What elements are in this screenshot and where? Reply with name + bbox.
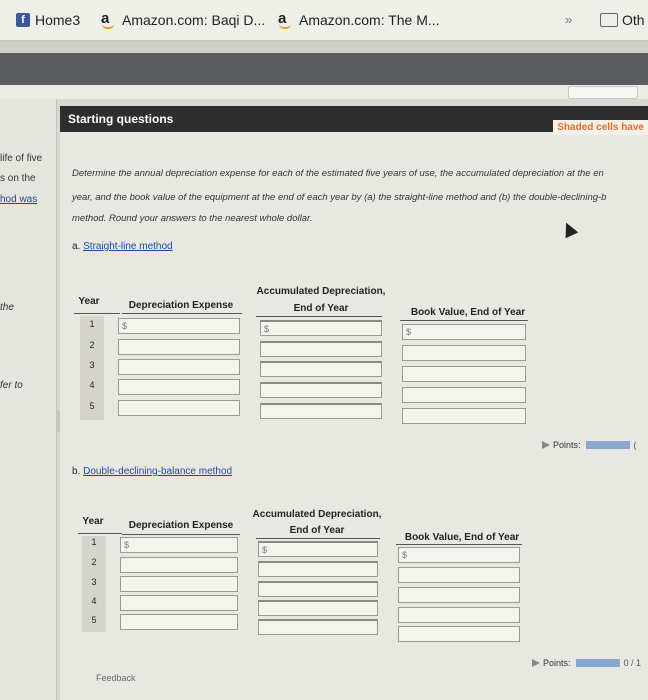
question-link[interactable]: hod was	[0, 194, 38, 205]
col-year: Year	[82, 516, 104, 527]
year-label: 1	[89, 319, 95, 329]
accum-dep-input-y3[interactable]	[260, 361, 382, 377]
book-value-input-y1[interactable]: $	[402, 324, 526, 340]
header-underline	[256, 316, 382, 317]
header-underline	[74, 313, 120, 314]
feedback-label[interactable]: Feedback	[96, 673, 136, 683]
ddb-book-value-input-y2[interactable]	[398, 567, 520, 583]
bookmark-label: Amazon.com: The M...	[299, 12, 440, 28]
header-button[interactable]	[568, 86, 638, 99]
dep-expense-input-y5[interactable]	[118, 400, 240, 416]
instructions-line: Determine the annual depreciation expense for each of the estimated five years of use, the accumulated depreciation at the en	[72, 168, 604, 179]
points-value: (	[633, 440, 637, 450]
year-label: 3	[89, 360, 95, 370]
bookmark-label: Amazon.com: Baqi D...	[122, 12, 266, 28]
col-accumulated-depreciation: Accumulated Depreciation,	[256, 286, 386, 297]
double-declining-method-link[interactable]: Double-declining-balance method	[83, 466, 233, 477]
ddb-dep-expense-input-y3[interactable]	[120, 576, 238, 592]
ddb-dep-expense-input-y1[interactable]: $	[120, 537, 238, 553]
toolbar-strip	[0, 41, 648, 53]
accum-dep-input-y1[interactable]: $	[260, 320, 382, 336]
ddb-accum-dep-input-y3[interactable]	[258, 581, 378, 597]
year-label: 5	[91, 615, 97, 625]
points-value: 0 / 1	[623, 658, 642, 668]
col-depreciation-expense: Depreciation Expense	[128, 300, 234, 311]
ddb-accum-dep-input-y4[interactable]	[258, 600, 378, 616]
header-underline	[400, 320, 528, 321]
other-bookmarks-label: Oth	[622, 12, 645, 28]
dep-expense-input-y4[interactable]	[118, 379, 240, 395]
ddb-book-value-input-y3[interactable]	[398, 587, 520, 603]
bookmarks-bar	[0, 0, 648, 41]
ddb-dep-expense-input-y5[interactable]	[120, 614, 238, 630]
accum-dep-input-y2[interactable]	[260, 341, 382, 357]
col-book-value: Book Value, End of Year	[404, 532, 520, 543]
question-pane	[0, 99, 57, 700]
col-accumulated-depreciation: Accumulated Depreciation,	[252, 509, 382, 520]
col-accumulated-depreciation-sub: End of Year	[289, 525, 345, 536]
header-underline	[396, 544, 522, 545]
points-flag-icon	[532, 659, 540, 667]
ddb-book-value-input-y1[interactable]: $	[398, 547, 520, 563]
year-label: 2	[91, 557, 97, 567]
year-label: 5	[89, 401, 95, 411]
accum-dep-input-y4[interactable]	[260, 382, 382, 398]
ddb-accum-dep-input-y5[interactable]	[258, 619, 378, 635]
points-label: Points:	[543, 658, 571, 668]
year-label: 1	[91, 537, 97, 547]
points-flag-icon	[542, 441, 550, 449]
bookmark-amazon-baqi[interactable]	[101, 9, 265, 31]
book-value-input-y5[interactable]	[402, 408, 526, 424]
dep-expense-input-y1[interactable]: $	[118, 318, 240, 334]
panel-title: Starting questions	[68, 112, 174, 126]
header-underline	[122, 313, 242, 314]
col-year: Year	[78, 296, 100, 307]
question-text-line: s on the	[0, 173, 36, 184]
header-underline	[256, 538, 380, 539]
book-value-input-y2[interactable]	[402, 345, 526, 361]
year-label: 3	[91, 577, 97, 587]
section-b-title: b. Double-declining-balance method	[72, 466, 233, 477]
ddb-accum-dep-input-y2[interactable]	[258, 561, 378, 577]
instructions-line: method. Round your answers to the nearest whole dollar.	[72, 213, 313, 224]
year-label: 4	[91, 596, 97, 606]
question-text-line: the	[0, 302, 14, 313]
shaded-cells-note: Shaded cells have	[553, 120, 648, 135]
straight-line-method-link[interactable]: Straight-line method	[83, 241, 173, 252]
col-accumulated-depreciation-sub: End of Year	[293, 303, 349, 314]
question-text-line: fer to	[0, 380, 23, 391]
header-underline	[122, 534, 240, 535]
sub-header-strip	[0, 85, 648, 99]
bookmark-amazon-them[interactable]	[278, 9, 440, 31]
ddb-book-value-input-y4[interactable]	[398, 607, 520, 623]
book-value-input-y4[interactable]	[402, 387, 526, 403]
bookmark-home3[interactable]	[16, 9, 80, 31]
points-progress-bar	[586, 441, 630, 449]
book-value-input-y3[interactable]	[402, 366, 526, 382]
bookmarks-overflow-chevron-icon[interactable]: »	[565, 12, 573, 27]
year-label: 4	[89, 380, 95, 390]
instructions-line: year, and the book value of the equipment at the end of each year by (a) the straight-line method and (b) the double-declining-b	[72, 192, 607, 203]
points-label: Points:	[553, 440, 581, 450]
points-indicator-a	[542, 440, 637, 450]
amazon-icon: a	[101, 12, 115, 28]
folder-icon	[600, 13, 618, 27]
ddb-dep-expense-input-y2[interactable]	[120, 557, 238, 573]
bookmark-label: Home3	[35, 12, 81, 28]
points-progress-bar	[576, 659, 620, 667]
section-a-title: a. Straight-line method	[72, 241, 173, 252]
ddb-accum-dep-input-y1[interactable]: $	[258, 541, 378, 557]
app-header-bar	[0, 53, 648, 85]
dep-expense-input-y2[interactable]	[118, 339, 240, 355]
ddb-book-value-input-y5[interactable]	[398, 626, 520, 642]
other-bookmarks[interactable]	[600, 9, 645, 31]
col-book-value: Book Value, End of Year	[410, 307, 526, 318]
question-panel	[60, 106, 648, 700]
accum-dep-input-y5[interactable]	[260, 403, 382, 419]
facebook-icon: f	[16, 13, 30, 27]
ddb-dep-expense-input-y4[interactable]	[120, 595, 238, 611]
header-underline	[78, 533, 122, 534]
year-label: 2	[89, 340, 95, 350]
points-indicator-b	[532, 658, 641, 668]
dep-expense-input-y3[interactable]	[118, 359, 240, 375]
question-text-line: life of five	[0, 153, 43, 164]
col-depreciation-expense: Depreciation Expense	[128, 520, 234, 531]
amazon-icon: a	[278, 12, 292, 28]
